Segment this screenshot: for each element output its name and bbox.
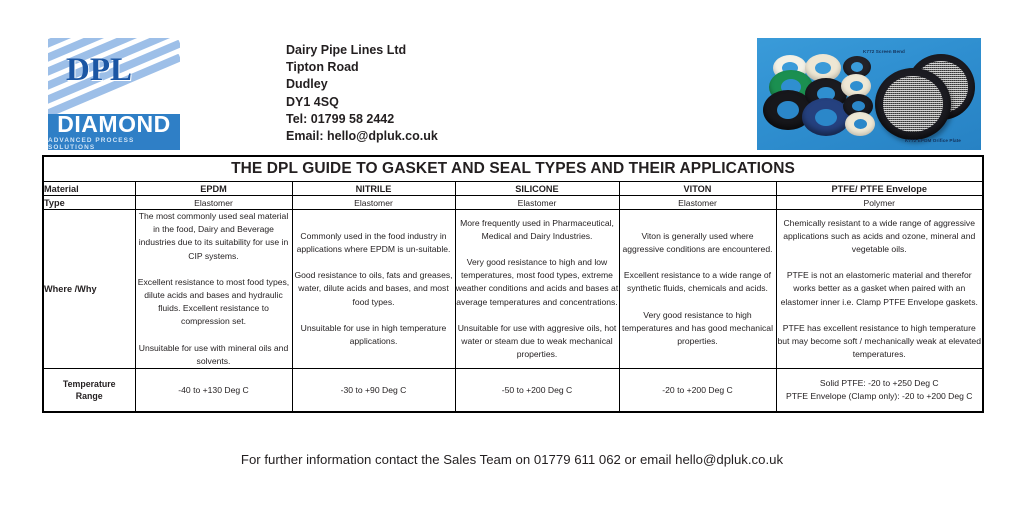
- address-email: Email: hello@dpluk.co.uk: [286, 129, 438, 144]
- company-address-block: [286, 42, 438, 145]
- where-why-ptfe-p1: Chemically resistant to a wide range of aggressive applications such as acids and ozone, mineral and vegetable oils.: [783, 217, 976, 254]
- type-epdm: Elastomer: [135, 196, 292, 210]
- gasket-ring-dark-small-hole: [851, 62, 863, 72]
- where-why-ptfe-p2: PTFE is not an elastomeric material and therefor works better as a gasket when paired with an elastomer inner i.e. Clamp PTFE Envelope gaskets.: [780, 270, 978, 307]
- address-postcode: DY1 4SQ: [286, 94, 339, 109]
- where-why-silicone-p2: Very good resistance to high and low temperatures, most food types, extreme weather conditions and acids and bases at average temperatures and concentrations.: [455, 257, 619, 307]
- document-header: [0, 0, 1024, 152]
- gasket-guide-table: [42, 155, 984, 413]
- where-why-ptfe: [776, 210, 983, 369]
- where-why-viton: [619, 210, 776, 369]
- temperature-viton: [619, 369, 776, 413]
- where-why-silicone-p1: More frequently used in Pharmaceutical, Medical and Dairy Industries.: [460, 217, 614, 241]
- address-town: Dudley: [286, 77, 328, 92]
- column-header-epdm: EPDM: [135, 182, 292, 196]
- table-row-material: [43, 182, 983, 196]
- temperature-epdm-value: -40 to +130 Deg C: [178, 384, 249, 395]
- temperature-nitrile: [292, 369, 455, 413]
- where-why-silicone-p3: Unsuitable for use with aggresive oils, hot water or steam due to weak mechanical properties.: [457, 322, 617, 360]
- row-header-where-why: Where /Why: [43, 210, 135, 369]
- temperature-epdm: [135, 369, 292, 413]
- where-why-viton-p3: Very good resistance to high temperatures and has good mechanical properties.: [622, 309, 773, 347]
- table-title-row: [43, 156, 983, 182]
- gasket-ring-black-1-hole: [777, 101, 799, 119]
- gasket-ring-cream-3-hole: [854, 119, 867, 129]
- where-why-ptfe-p3: PTFE has excellent resistance to high temperature but may become soft / mechanically weak at elevated temperatures.: [777, 322, 981, 360]
- address-street: Tipton Road: [286, 60, 359, 75]
- gasket-ring-cream-2-hole: [850, 81, 863, 91]
- row-header-material: Material: [43, 182, 135, 196]
- where-why-viton-p1: Viton is generally used where aggressive conditions are encountered.: [622, 230, 773, 254]
- where-why-epdm: [135, 210, 292, 369]
- type-ptfe: Polymer: [776, 196, 983, 210]
- where-why-nitrile-p2: Good resistance to oils, fats and greases, water, dilute acids and bases, and most food types.: [294, 270, 453, 307]
- column-header-silicone: SILICONE: [455, 182, 619, 196]
- address-telephone: Tel: 01799 58 2442: [286, 111, 395, 126]
- address-company-name: Dairy Pipe Lines Ltd: [286, 43, 407, 57]
- temperature-ptfe-envelope: PTFE Envelope (Clamp only): -20 to +200 Deg C: [785, 391, 973, 402]
- company-logo: [48, 38, 180, 150]
- temperature-nitrile-value: -30 to +90 Deg C: [340, 384, 407, 395]
- photo-label-screen-bend: K772 Screen Bend: [863, 49, 905, 54]
- row-header-temperature-line2: Range: [75, 391, 103, 402]
- logo-band: [48, 111, 180, 151]
- table-row-type: [43, 196, 983, 210]
- where-why-nitrile-p3: Unsuitable for use in high temperature applications.: [300, 322, 447, 347]
- column-header-viton: VITON: [619, 182, 776, 196]
- gasket-ring-cream-1-hole: [815, 62, 831, 74]
- temperature-ptfe-solid: Solid PTFE: -20 to +250 Deg C: [819, 378, 939, 389]
- logo-wordmark-dpl: DPL: [66, 52, 132, 88]
- product-photo-gaskets: [757, 38, 981, 150]
- column-header-ptfe: PTFE/ PTFE Envelope: [776, 182, 983, 196]
- temperature-ptfe: [776, 369, 983, 413]
- where-why-epdm-p2: Excellent resistance to most food types, dilute acids and bases and hydraulic fluids. Excellent resistance to compression set.: [137, 276, 290, 327]
- where-why-nitrile-p1: Commonly used in the food industry in applications where EPDM is un-suitable.: [296, 230, 451, 254]
- screen-bend-plate-front: [875, 68, 951, 140]
- table-title: THE DPL GUIDE TO GASKET AND SEAL TYPES AND THEIR APPLICATIONS: [43, 156, 983, 182]
- gasket-ring-blue-hole: [815, 109, 837, 126]
- type-silicone: Elastomer: [455, 196, 619, 210]
- temperature-viton-value: -20 to +200 Deg C: [662, 384, 733, 395]
- row-header-type: Type: [43, 196, 135, 210]
- row-header-temperature-range: [43, 369, 135, 413]
- temperature-silicone: [455, 369, 619, 413]
- photo-label-orifice-plate: K772 EPDM Orifice Plate: [905, 138, 961, 143]
- logo-tagline: ADVANCED PROCESS SOLUTIONS: [48, 137, 135, 151]
- where-why-epdm-p1: The most commonly used seal material in the food, Dairy and Beverage industries due to its suitability for use in CIP systems.: [138, 211, 289, 261]
- type-nitrile: Elastomer: [292, 196, 455, 210]
- column-header-nitrile: NITRILE: [292, 182, 455, 196]
- logo-wordmark-diamond: DIAMOND: [57, 111, 171, 138]
- gasket-ring-black-3-hole: [852, 101, 865, 111]
- where-why-epdm-p3: Unsuitable for use with mineral oils and solvents.: [138, 342, 289, 366]
- type-viton: Elastomer: [619, 196, 776, 210]
- temperature-silicone-value: -50 to +200 Deg C: [501, 384, 573, 395]
- row-header-temperature-line1: Temperature: [62, 379, 116, 390]
- table-row-where-why: [43, 210, 983, 369]
- footer-contact-text: For further information contact the Sales Team on 01779 611 062 or email hello@dpluk.co.uk: [240, 452, 784, 467]
- where-why-viton-p2: Excellent resistance to a wide range of synthetic fluids, chemicals and acids.: [623, 270, 772, 294]
- table-row-temperature: [43, 369, 983, 413]
- where-why-nitrile: [292, 210, 455, 369]
- where-why-silicone: [455, 210, 619, 369]
